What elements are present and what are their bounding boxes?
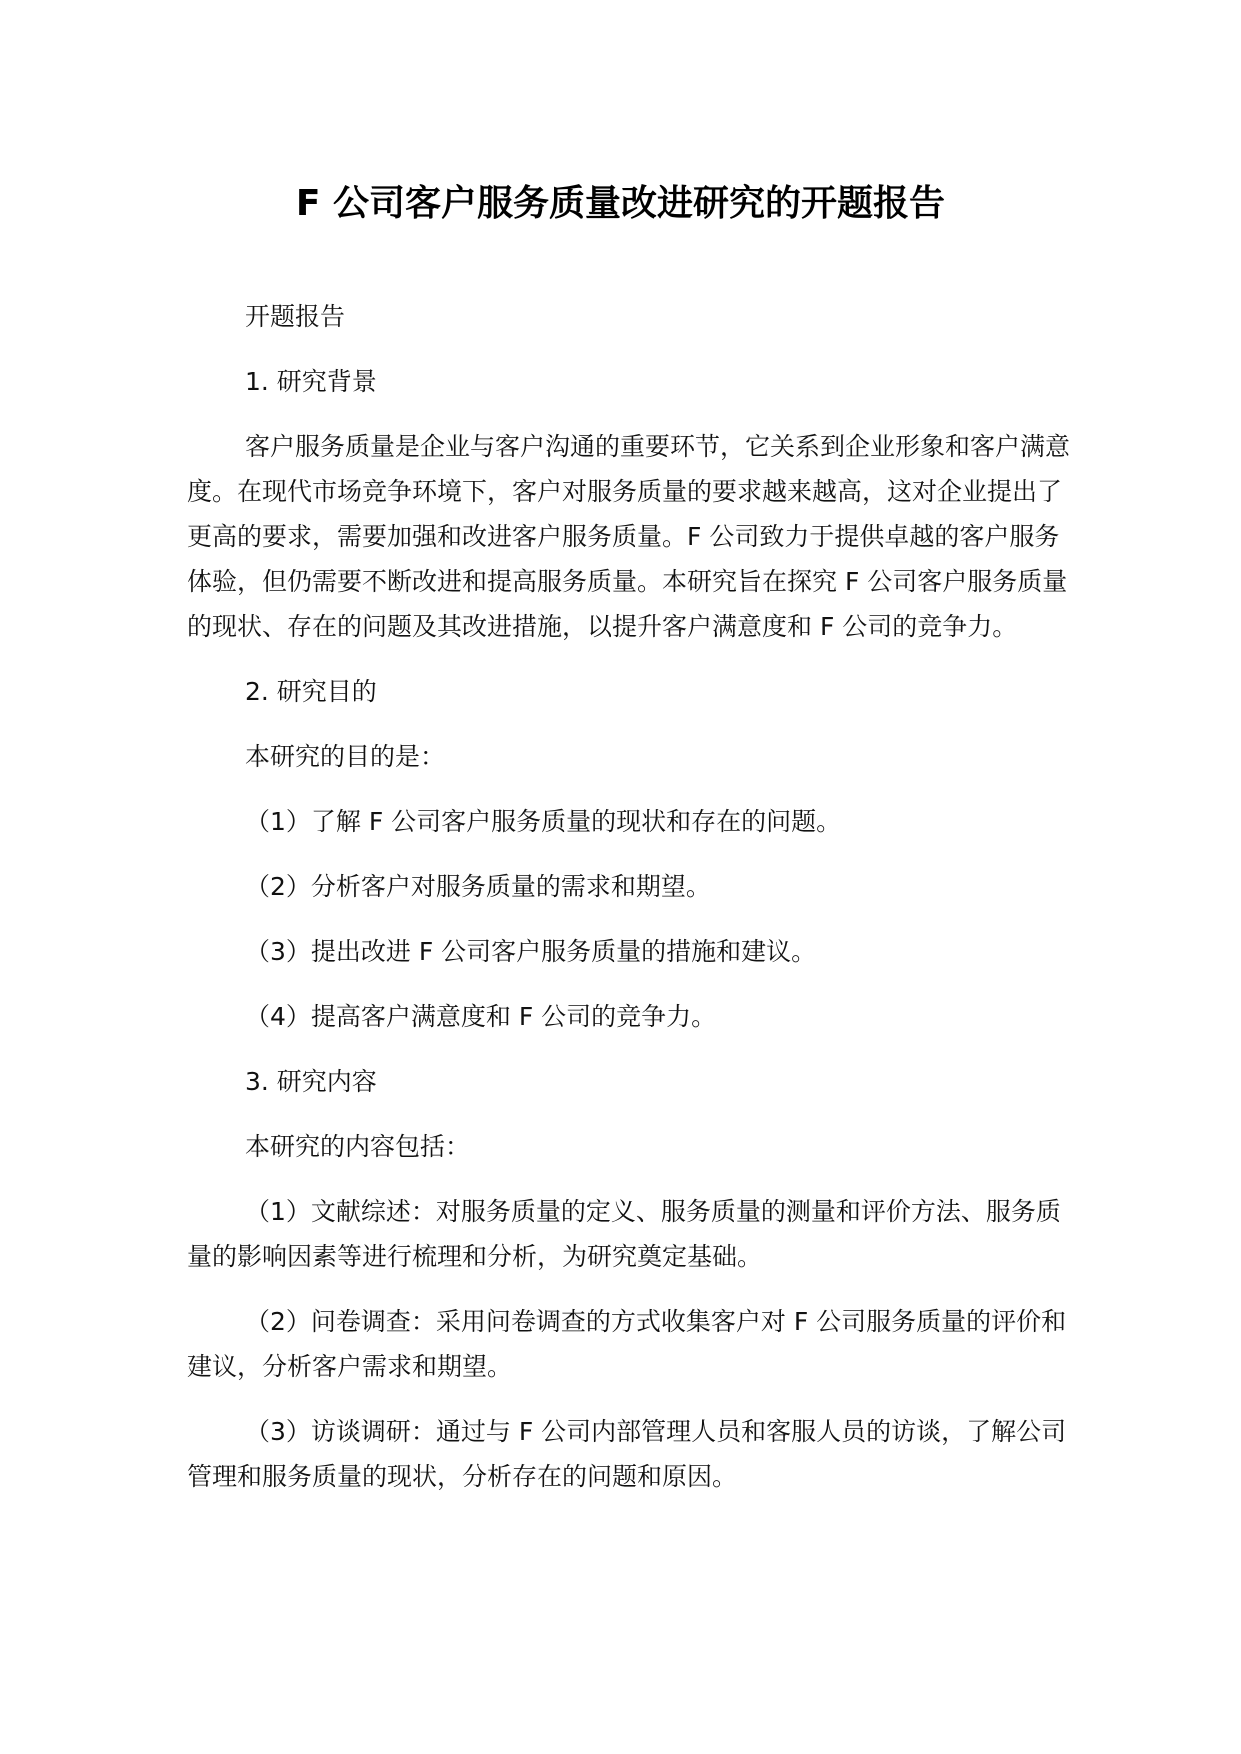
content-intro: 本研究的内容包括： <box>245 1132 471 1161</box>
document-title: F 公司客户服务质量改进研究的开题报告 <box>295 183 946 224</box>
section-heading-background: 1. 研究背景 <box>245 367 377 396</box>
purpose-intro: 本研究的目的是： <box>245 742 446 771</box>
purpose-item: （4）提高客户满意度和 F 公司的竞争力。 <box>245 1002 717 1031</box>
content-item: （2）问卷调查：采用问卷调查的方式收集客户对 F 公司服务质量的评价和建议，分析客户需求和期望。 <box>187 1307 1067 1381</box>
document-body <box>187 294 1077 1519</box>
background-paragraph: 客户服务质量是企业与客户沟通的重要环节，它关系到企业形象和客户满意度。在现代市场竞争环境下，客户对服务质量的要求越来越高，这对企业提出了更高的要求，需要加强和改进客户服务质量。F 公司致力于提供卓越的客户服务体验，但仍需要不断改进和提高服务质量。本研究旨在探究 F 公司客户服务质量的现状、存在的问题及其改进措施，以提升客户满意度和 F 公司的竞争力。 <box>187 432 1071 641</box>
content-item: （1）文献综述：对服务质量的定义、服务质量的测量和评价方法、服务质量的影响因素等进行梳理和分析，为研究奠定基础。 <box>187 1197 1061 1271</box>
purpose-item: （1）了解 F 公司客户服务质量的现状和存在的问题。 <box>245 807 842 836</box>
purpose-item: （2）分析客户对服务质量的需求和期望。 <box>245 872 711 901</box>
section-heading-content: 3. 研究内容 <box>245 1067 377 1096</box>
purpose-item: （3）提出改进 F 公司客户服务质量的措施和建议。 <box>245 937 817 966</box>
section-heading-purpose: 2. 研究目的 <box>245 677 377 706</box>
report-label: 开题报告 <box>245 302 346 331</box>
content-item: （3）访谈调研：通过与 F 公司内部管理人员和客服人员的访谈，了解公司管理和服务质量的现状，分析存在的问题和原因。 <box>187 1417 1067 1491</box>
